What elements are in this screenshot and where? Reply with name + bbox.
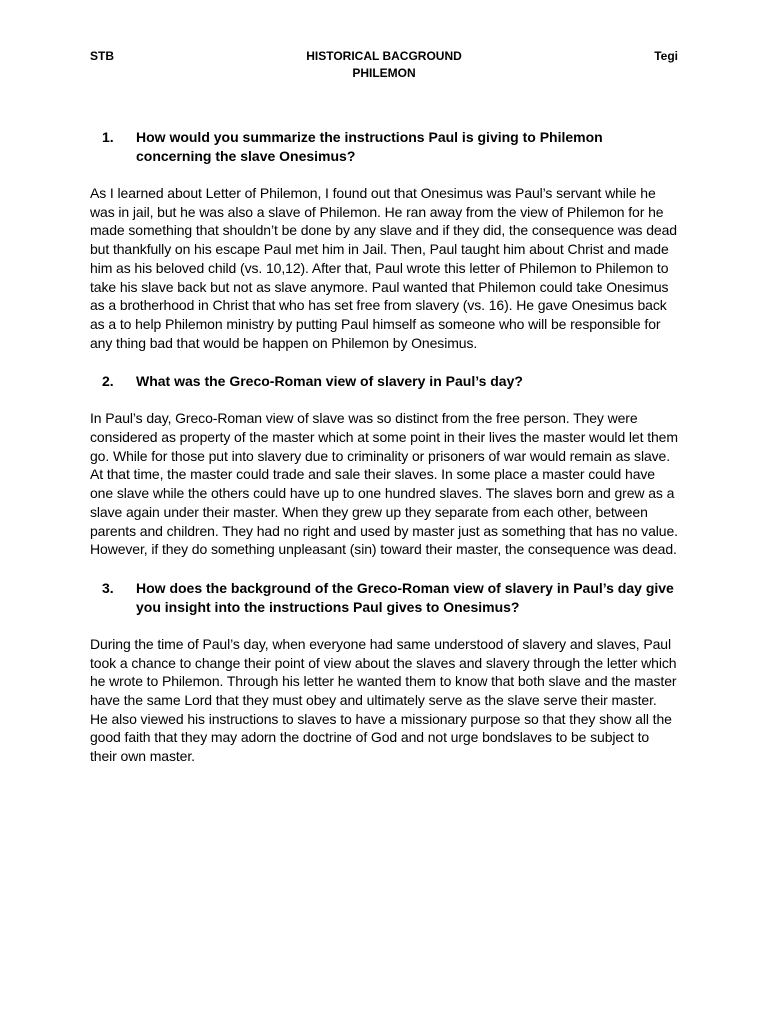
header-left-text: STB — [90, 49, 114, 63]
question-3-number: 3. — [102, 579, 114, 596]
title-line-1: HISTORICAL BACGROUND — [306, 49, 462, 63]
question-2 — [90, 372, 678, 391]
question-1-text: How would you summarize the instructions Paul is giving to Philemon concerning the slave Onesimus? — [136, 129, 603, 164]
question-2-text: What was the Greco-Roman view of slavery in Paul’s day? — [136, 373, 523, 390]
question-3 — [90, 579, 678, 617]
document-body — [90, 128, 678, 786]
header-right-text: Tegi — [654, 49, 678, 63]
title-line-2: PHILEMON — [352, 66, 416, 80]
answer-3: During the time of Paul’s day, when everyone had same understood of slavery and slaves, Paul took a chance to change their point of view about the slaves and slavery through the letter which he wrote to Philemon. Through his letter he wanted them to know that both slave and the master have the same Lord that they must obey and ultimately serve as the slave serve their master. He also viewed his instructions to slaves to have a missionary purpose so that they show all the good faith that they may adorn the doctrine of God and not urge bondslaves to be subject to their own master. — [90, 635, 677, 765]
question-3-text: How does the background of the Greco-Roman view of slavery in Paul’s day give you insight into the instructions Paul gives to Onesimus? — [136, 579, 674, 615]
question-1 — [90, 128, 678, 166]
question-2-number: 2. — [102, 373, 114, 390]
document-title — [0, 48, 768, 82]
answer-2: In Paul’s day, Greco-Roman view of slave was so distinct from the free person. They were considered as property of the master which at some point in their lives the master would let them go. While for those put into slavery due to criminality or prisoners of war would remain as slave. At that time, the master could trade and sale their slaves. In some place a master could have one slave while the others could have up to one hundred slaves. The slaves born and grew as a slave again under their master. When they grew up they separate from each other, between parents and children. They had no right and used by master just as something that has no value. However, if they do something unpleasant (sin) toward their master, the consequence was dead. — [90, 410, 678, 558]
answer-1: As I learned about Letter of Philemon, I found out that Onesimus was Paul’s servant while he was in jail, but he was also a slave of Philemon. He ran away from the view of Philemon for he made something that shouldn’t be done by any slave and if they did, the consequence was dead but thankfully on his escape Paul met him in Jail. Then, Paul taught him about Christ and made him as his beloved child (vs. 10,12). After that, Paul wrote this letter of Philemon to Philemon to take his slave back but not as slave anymore. Paul wanted that Philemon could take Onesimus as a brotherhood in Christ that who has set free from slavery (vs. 16). He gave Onesimus back as a to help Philemon ministry by putting Paul himself as someone who will be responsible for any thing bad that would be happen on Philemon by Onesimus. — [90, 185, 677, 351]
question-1-number: 1. — [102, 129, 114, 145]
